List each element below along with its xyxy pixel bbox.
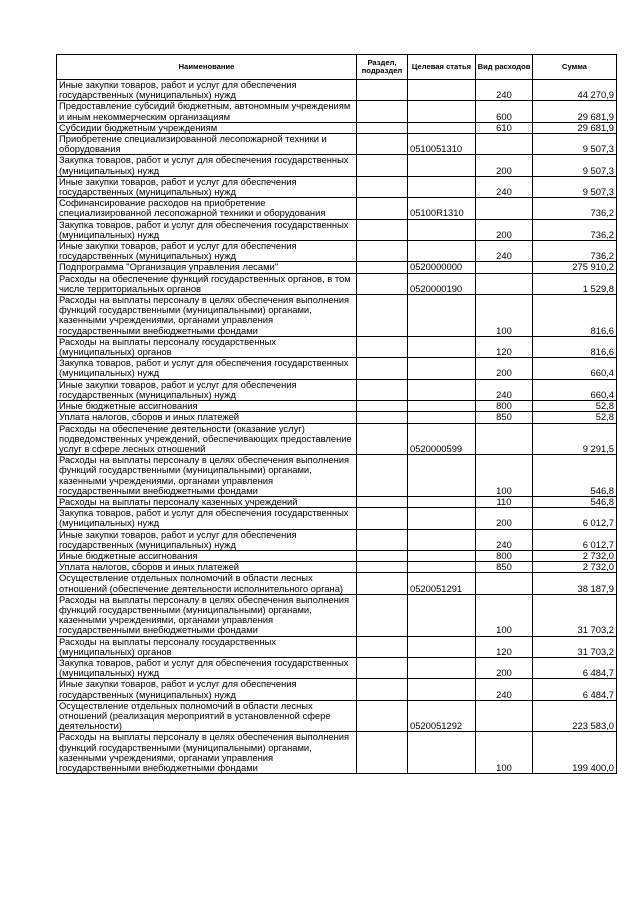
row-name-cell: Иные бюджетные ассигнования bbox=[57, 550, 357, 561]
row-article-cell bbox=[408, 455, 476, 497]
row-expense-type-cell: 200 bbox=[476, 657, 533, 678]
row-name-cell: Закупка товаров, работ и услуг для обеспечения государственных (муниципальных) нужд bbox=[57, 219, 357, 240]
row-article-cell bbox=[408, 336, 476, 357]
row-expense-type-cell: 600 bbox=[476, 101, 533, 122]
table-row bbox=[57, 358, 617, 379]
budget-table bbox=[56, 54, 617, 774]
row-name-cell: Приобретение специализированной лесопожарной техники и оборудования bbox=[57, 134, 357, 155]
row-name-cell: Иные закупки товаров, работ и услуг для обеспечения государственных (муниципальных) нужд bbox=[57, 80, 357, 101]
row-article-cell bbox=[408, 379, 476, 400]
row-name-cell: Осуществление отдельных полномочий в области лесных отношений (обеспечение деятельности исполнительного органа) bbox=[57, 573, 357, 594]
row-section-cell bbox=[357, 219, 408, 240]
row-name-cell: Закупка товаров, работ и услуг для обеспечения государственных (муниципальных) нужд bbox=[57, 358, 357, 379]
row-article-cell bbox=[408, 496, 476, 507]
row-article-cell bbox=[408, 508, 476, 529]
row-name-cell: Расходы на обеспечение деятельности (оказание услуг) подведомственных учреждений, обеспечивающих предоставление услуг в сфере лесных отношений bbox=[57, 423, 357, 455]
row-name-cell: Иные закупки товаров, работ и услуг для обеспечения государственных (муниципальных) нужд bbox=[57, 379, 357, 400]
row-article-cell: 0520000599 bbox=[408, 423, 476, 455]
row-amount-cell: 660,4 bbox=[533, 358, 617, 379]
row-amount-cell: 736,2 bbox=[533, 241, 617, 262]
row-section-cell bbox=[357, 508, 408, 529]
row-name-cell: Закупка товаров, работ и услуг для обеспечения государственных (муниципальных) нужд bbox=[57, 657, 357, 678]
row-expense-type-cell: 850 bbox=[476, 412, 533, 423]
table-row bbox=[57, 455, 617, 497]
row-amount-cell: 223 583,0 bbox=[533, 700, 617, 732]
row-expense-type-cell: 100 bbox=[476, 594, 533, 636]
header-article: Целевая статья bbox=[408, 55, 476, 80]
row-amount-cell: 9 507,3 bbox=[533, 155, 617, 176]
row-name-cell: Закупка товаров, работ и услуг для обеспечения государственных (муниципальных) нужд bbox=[57, 155, 357, 176]
row-section-cell bbox=[357, 455, 408, 497]
table-row bbox=[57, 657, 617, 678]
row-expense-type-cell: 110 bbox=[476, 496, 533, 507]
row-amount-cell: 52,8 bbox=[533, 401, 617, 412]
header-expense-type: Вид расходов bbox=[476, 55, 533, 80]
header-section: Раздел, подраздел bbox=[357, 55, 408, 80]
row-name-cell: Уплата налогов, сборов и иных платежей bbox=[57, 562, 357, 573]
row-article-cell bbox=[408, 594, 476, 636]
row-amount-cell: 736,2 bbox=[533, 198, 617, 219]
row-section-cell bbox=[357, 262, 408, 273]
row-name-cell: Расходы на выплаты персоналу государственных (муниципальных) органов bbox=[57, 336, 357, 357]
row-expense-type-cell bbox=[476, 700, 533, 732]
table-row bbox=[57, 379, 617, 400]
row-article-cell bbox=[408, 636, 476, 657]
row-name-cell: Иные бюджетные ассигнования bbox=[57, 401, 357, 412]
table-row bbox=[57, 401, 617, 412]
row-name-cell: Предоставление субсидий бюджетным, автономным учреждениям и иным некоммерческим организациям bbox=[57, 101, 357, 122]
row-name-cell: Расходы на выплаты персоналу в целях обеспечения выполнения функций государственными (муниципальными) органами, казенными учреждениями, органами управления государственными внебюджетными фондами bbox=[57, 732, 357, 774]
row-section-cell bbox=[357, 573, 408, 594]
table-row bbox=[57, 508, 617, 529]
row-name-cell: Расходы на обеспечение функций государственных органов, в том числе территориальных органов bbox=[57, 273, 357, 294]
row-section-cell bbox=[357, 657, 408, 678]
row-section-cell bbox=[357, 732, 408, 774]
row-name-cell: Субсидии бюджетным учреждениям bbox=[57, 122, 357, 133]
row-name-cell: Расходы на выплаты персоналу государственных (муниципальных) органов bbox=[57, 636, 357, 657]
table-row bbox=[57, 562, 617, 573]
row-name-cell: Иные закупки товаров, работ и услуг для обеспечения государственных (муниципальных) нужд bbox=[57, 679, 357, 700]
row-name-cell: Расходы на выплаты персоналу в целях обеспечения выполнения функций государственными (муниципальными) органами, казенными учреждениями, органами управления государственными внебюджетными фондами bbox=[57, 295, 357, 337]
row-name-cell: Уплата налогов, сборов и иных платежей bbox=[57, 412, 357, 423]
row-section-cell bbox=[357, 155, 408, 176]
row-amount-cell: 1 529,8 bbox=[533, 273, 617, 294]
table-row bbox=[57, 155, 617, 176]
row-section-cell bbox=[357, 295, 408, 337]
row-section-cell bbox=[357, 80, 408, 101]
row-amount-cell: 2 732,0 bbox=[533, 550, 617, 561]
row-amount-cell: 6 012,7 bbox=[533, 508, 617, 529]
table-row bbox=[57, 496, 617, 507]
table-row bbox=[57, 295, 617, 337]
table-row bbox=[57, 636, 617, 657]
row-amount-cell: 31 703,2 bbox=[533, 594, 617, 636]
row-section-cell bbox=[357, 700, 408, 732]
row-section-cell bbox=[357, 336, 408, 357]
row-expense-type-cell: 240 bbox=[476, 379, 533, 400]
row-section-cell bbox=[357, 562, 408, 573]
table-row bbox=[57, 423, 617, 455]
row-expense-type-cell: 200 bbox=[476, 508, 533, 529]
row-section-cell bbox=[357, 176, 408, 197]
row-amount-cell: 9 291,5 bbox=[533, 423, 617, 455]
row-amount-cell: 736,2 bbox=[533, 219, 617, 240]
row-section-cell bbox=[357, 496, 408, 507]
row-section-cell bbox=[357, 401, 408, 412]
table-row bbox=[57, 80, 617, 101]
row-section-cell bbox=[357, 594, 408, 636]
table-row bbox=[57, 529, 617, 550]
table-row bbox=[57, 241, 617, 262]
row-amount-cell: 546,8 bbox=[533, 496, 617, 507]
row-article-cell bbox=[408, 219, 476, 240]
row-expense-type-cell: 240 bbox=[476, 679, 533, 700]
row-amount-cell: 275 910,2 bbox=[533, 262, 617, 273]
row-name-cell: Расходы на выплаты персоналу казенных учреждений bbox=[57, 496, 357, 507]
table-row bbox=[57, 550, 617, 561]
row-expense-type-cell bbox=[476, 198, 533, 219]
table-row bbox=[57, 573, 617, 594]
row-article-cell bbox=[408, 550, 476, 561]
table-row bbox=[57, 122, 617, 133]
table-row bbox=[57, 594, 617, 636]
row-amount-cell: 6 484,7 bbox=[533, 679, 617, 700]
row-article-cell bbox=[408, 80, 476, 101]
row-expense-type-cell: 240 bbox=[476, 529, 533, 550]
row-article-cell bbox=[408, 155, 476, 176]
row-amount-cell: 9 507,3 bbox=[533, 134, 617, 155]
row-section-cell bbox=[357, 122, 408, 133]
row-name-cell: Расходы на выплаты персоналу в целях обеспечения выполнения функций государственными (муниципальными) органами, казенными учреждениями, органами управления государственными внебюджетными фондами bbox=[57, 594, 357, 636]
row-amount-cell: 6 012,7 bbox=[533, 529, 617, 550]
row-expense-type-cell: 200 bbox=[476, 219, 533, 240]
row-expense-type-cell: 120 bbox=[476, 336, 533, 357]
table-row bbox=[57, 219, 617, 240]
row-amount-cell: 31 703,2 bbox=[533, 636, 617, 657]
row-amount-cell: 816,6 bbox=[533, 336, 617, 357]
row-name-cell: Иные закупки товаров, работ и услуг для обеспечения государственных (муниципальных) нужд bbox=[57, 176, 357, 197]
row-amount-cell: 2 732,0 bbox=[533, 562, 617, 573]
row-article-cell: 0520000190 bbox=[408, 273, 476, 294]
row-section-cell bbox=[357, 423, 408, 455]
row-article-cell bbox=[408, 657, 476, 678]
table-row bbox=[57, 679, 617, 700]
row-amount-cell: 29 681,9 bbox=[533, 122, 617, 133]
row-article-cell bbox=[408, 529, 476, 550]
row-article-cell bbox=[408, 122, 476, 133]
table-row bbox=[57, 101, 617, 122]
row-name-cell: Осуществление отдельных полномочий в области лесных отношений (реализация мероприятий в установленной сфере деятельности) bbox=[57, 700, 357, 732]
table-row bbox=[57, 176, 617, 197]
row-name-cell: Иные закупки товаров, работ и услуг для обеспечения государственных (муниципальных) нужд bbox=[57, 529, 357, 550]
row-section-cell bbox=[357, 101, 408, 122]
row-expense-type-cell: 240 bbox=[476, 176, 533, 197]
table-row bbox=[57, 700, 617, 732]
row-section-cell bbox=[357, 379, 408, 400]
row-article-cell bbox=[408, 176, 476, 197]
row-amount-cell: 44 270,9 bbox=[533, 80, 617, 101]
table-body bbox=[57, 80, 617, 774]
row-amount-cell: 52,8 bbox=[533, 412, 617, 423]
row-section-cell bbox=[357, 636, 408, 657]
table-row bbox=[57, 412, 617, 423]
row-article-cell bbox=[408, 401, 476, 412]
table-row bbox=[57, 732, 617, 774]
row-amount-cell: 546,8 bbox=[533, 455, 617, 497]
row-expense-type-cell: 200 bbox=[476, 155, 533, 176]
row-article-cell: 0520051292 bbox=[408, 700, 476, 732]
row-section-cell bbox=[357, 529, 408, 550]
row-expense-type-cell bbox=[476, 273, 533, 294]
row-amount-cell: 38 187,9 bbox=[533, 573, 617, 594]
table-row bbox=[57, 198, 617, 219]
row-article-cell bbox=[408, 101, 476, 122]
row-amount-cell: 199 400,0 bbox=[533, 732, 617, 774]
row-amount-cell: 29 681,9 bbox=[533, 101, 617, 122]
row-article-cell: 0520000000 bbox=[408, 262, 476, 273]
row-expense-type-cell: 610 bbox=[476, 122, 533, 133]
row-expense-type-cell: 100 bbox=[476, 455, 533, 497]
table-header-row bbox=[57, 55, 617, 80]
row-expense-type-cell: 200 bbox=[476, 358, 533, 379]
row-section-cell bbox=[357, 679, 408, 700]
row-name-cell: Иные закупки товаров, работ и услуг для обеспечения государственных (муниципальных) нужд bbox=[57, 241, 357, 262]
row-section-cell bbox=[357, 198, 408, 219]
row-amount-cell: 660,4 bbox=[533, 379, 617, 400]
row-article-cell bbox=[408, 295, 476, 337]
table-row bbox=[57, 134, 617, 155]
row-expense-type-cell: 800 bbox=[476, 401, 533, 412]
row-section-cell bbox=[357, 134, 408, 155]
row-article-cell: 0520051291 bbox=[408, 573, 476, 594]
row-amount-cell: 6 484,7 bbox=[533, 657, 617, 678]
row-expense-type-cell bbox=[476, 423, 533, 455]
row-name-cell: Закупка товаров, работ и услуг для обеспечения государственных (муниципальных) нужд bbox=[57, 508, 357, 529]
table-row bbox=[57, 262, 617, 273]
row-section-cell bbox=[357, 241, 408, 262]
row-expense-type-cell bbox=[476, 134, 533, 155]
row-expense-type-cell bbox=[476, 262, 533, 273]
row-expense-type-cell: 240 bbox=[476, 80, 533, 101]
row-section-cell bbox=[357, 412, 408, 423]
row-article-cell bbox=[408, 241, 476, 262]
row-article-cell bbox=[408, 732, 476, 774]
row-article-cell: 0510051310 bbox=[408, 134, 476, 155]
table-row bbox=[57, 336, 617, 357]
header-name: Наименование bbox=[57, 55, 357, 80]
header-amount: Сумма bbox=[533, 55, 617, 80]
row-amount-cell: 816,6 bbox=[533, 295, 617, 337]
row-section-cell bbox=[357, 358, 408, 379]
row-expense-type-cell bbox=[476, 573, 533, 594]
row-name-cell: Софинансирование расходов на приобретение специализированной лесопожарной техники и оборудования bbox=[57, 198, 357, 219]
row-article-cell: 05100R1310 bbox=[408, 198, 476, 219]
row-expense-type-cell: 800 bbox=[476, 550, 533, 561]
row-name-cell: Подпрограмма "Организация управления лесами" bbox=[57, 262, 357, 273]
row-section-cell bbox=[357, 550, 408, 561]
row-expense-type-cell: 120 bbox=[476, 636, 533, 657]
row-expense-type-cell: 100 bbox=[476, 732, 533, 774]
row-name-cell: Расходы на выплаты персоналу в целях обеспечения выполнения функций государственными (муниципальными) органами, казенными учреждениями, органами управления государственными внебюджетными фондами bbox=[57, 455, 357, 497]
row-article-cell bbox=[408, 562, 476, 573]
row-article-cell bbox=[408, 358, 476, 379]
row-article-cell bbox=[408, 679, 476, 700]
row-article-cell bbox=[408, 412, 476, 423]
row-section-cell bbox=[357, 273, 408, 294]
row-amount-cell: 9 507,3 bbox=[533, 176, 617, 197]
table-row bbox=[57, 273, 617, 294]
row-expense-type-cell: 240 bbox=[476, 241, 533, 262]
row-expense-type-cell: 100 bbox=[476, 295, 533, 337]
row-expense-type-cell: 850 bbox=[476, 562, 533, 573]
